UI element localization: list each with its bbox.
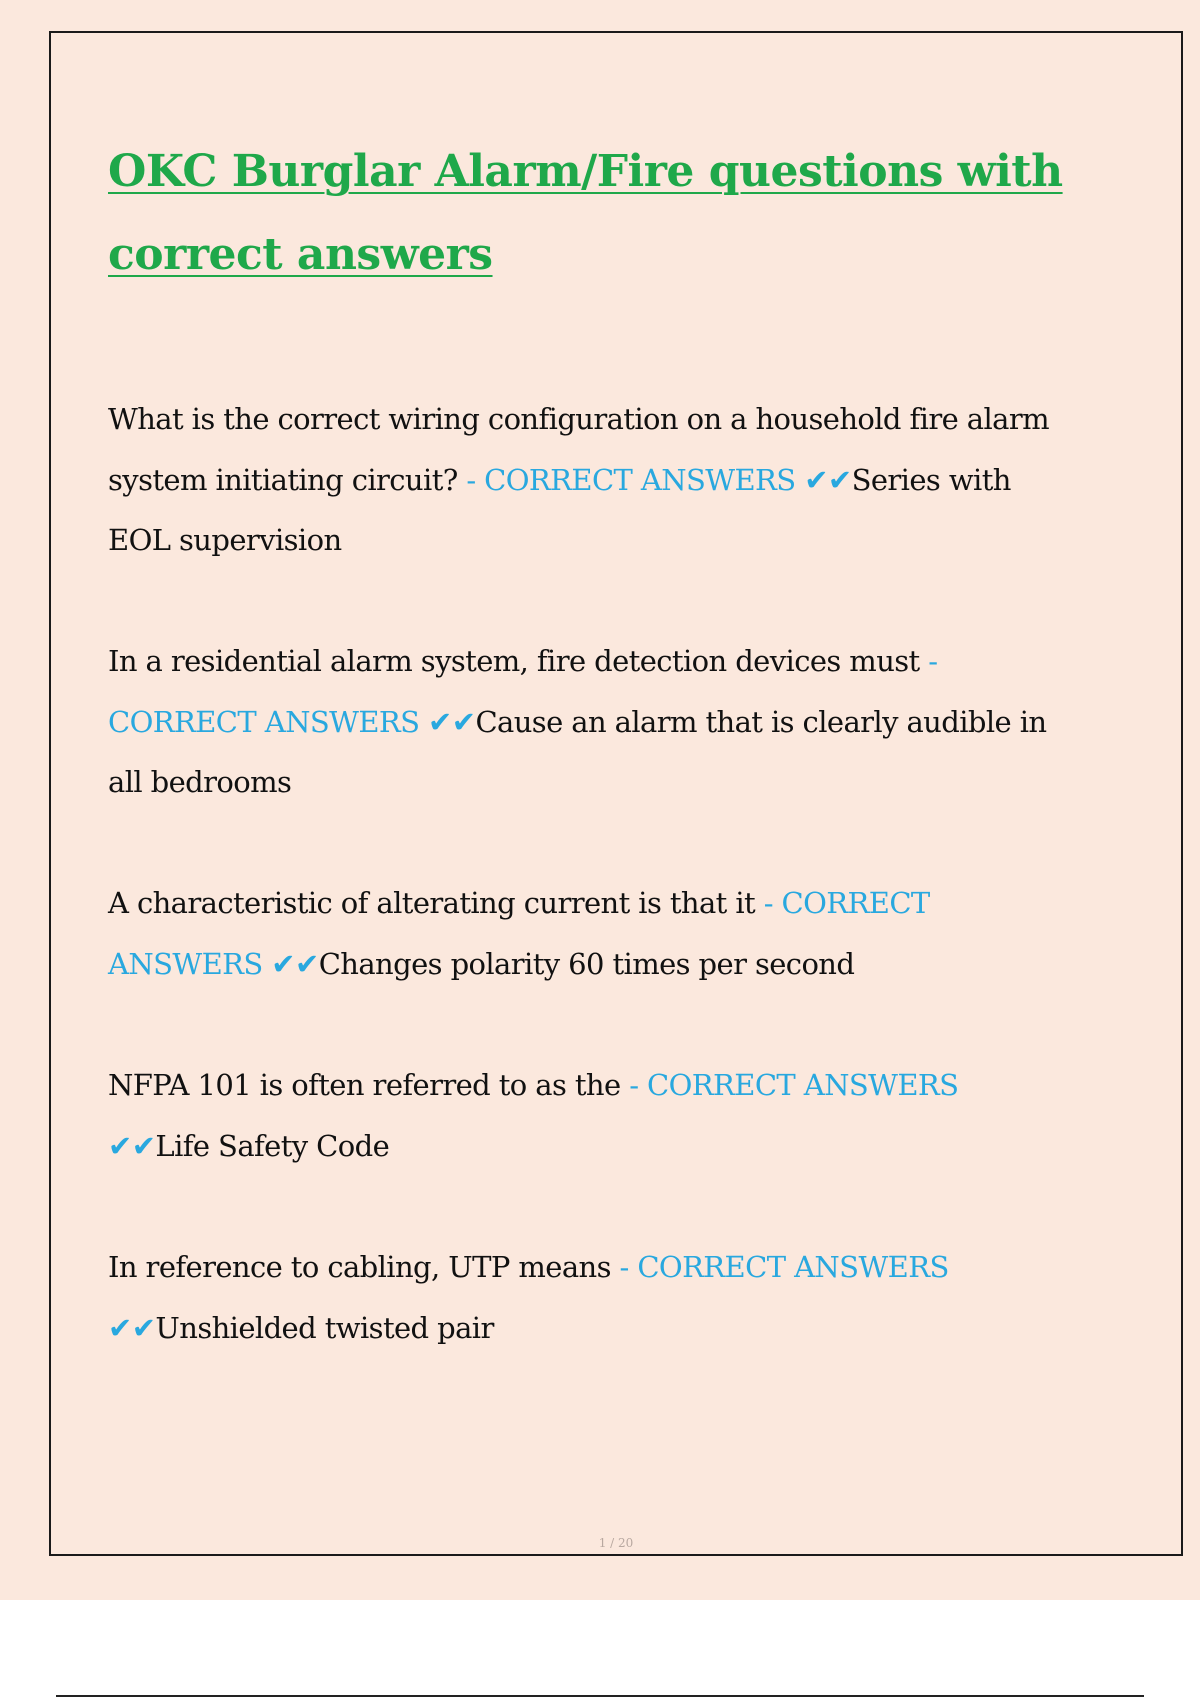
answer-separator: - bbox=[919, 644, 938, 678]
correct-answers-label: CORRECT ANSWERS bbox=[108, 886, 930, 981]
check-mark-icon: ✔✔ bbox=[108, 1128, 156, 1163]
qa-item-5 bbox=[108, 1237, 1068, 1358]
check-mark-icon: ✔✔ bbox=[804, 462, 852, 497]
qa-item-4 bbox=[108, 1055, 1068, 1176]
answer-text: Unshielded twisted pair bbox=[155, 1310, 494, 1345]
check-mark-icon: ✔✔ bbox=[108, 1310, 156, 1345]
qa-item-2 bbox=[108, 631, 1068, 813]
correct-answers-label: CORRECT ANSWERS bbox=[647, 1068, 959, 1102]
document-title: OKC Burglar Alarm/Fire questions with correct answers bbox=[108, 146, 1063, 280]
answer-separator: - bbox=[755, 886, 782, 920]
question-text: In a residential alarm system, fire detection devices must bbox=[108, 644, 920, 678]
qa-item-1 bbox=[108, 389, 1068, 571]
answer-text: Cause an alarm that is clearly audible in all bedrooms bbox=[108, 704, 1047, 799]
question-text: A characteristic of alterating current is that it bbox=[108, 886, 756, 920]
answer-text: Series with EOL supervision bbox=[108, 462, 1011, 557]
correct-answers-label: CORRECT ANSWERS bbox=[484, 462, 796, 497]
correct-answers-label: CORRECT ANSWERS bbox=[108, 704, 420, 739]
answer-text: Life Safety Code bbox=[155, 1128, 390, 1163]
question-text: What is the correct wiring configuration on a household fire alarm system initiating circuit? bbox=[108, 402, 1049, 497]
check-mark-icon: ✔✔ bbox=[428, 704, 476, 739]
check-mark-icon: ✔✔ bbox=[271, 946, 319, 981]
correct-answers-label: CORRECT ANSWERS bbox=[637, 1250, 949, 1284]
answer-separator: - bbox=[610, 1250, 638, 1284]
page-number: 1 / 20 bbox=[598, 1536, 634, 1550]
question-text: In reference to cabling, UTP means bbox=[108, 1250, 611, 1284]
answer-text: Changes polarity 60 times per second bbox=[318, 946, 855, 981]
question-text: NFPA 101 is often referred to as the bbox=[108, 1068, 621, 1102]
answer-separator: - bbox=[620, 1068, 648, 1102]
divider bbox=[56, 1695, 1144, 1697]
qa-item-3 bbox=[108, 873, 1068, 994]
answer-separator: - bbox=[457, 462, 485, 497]
